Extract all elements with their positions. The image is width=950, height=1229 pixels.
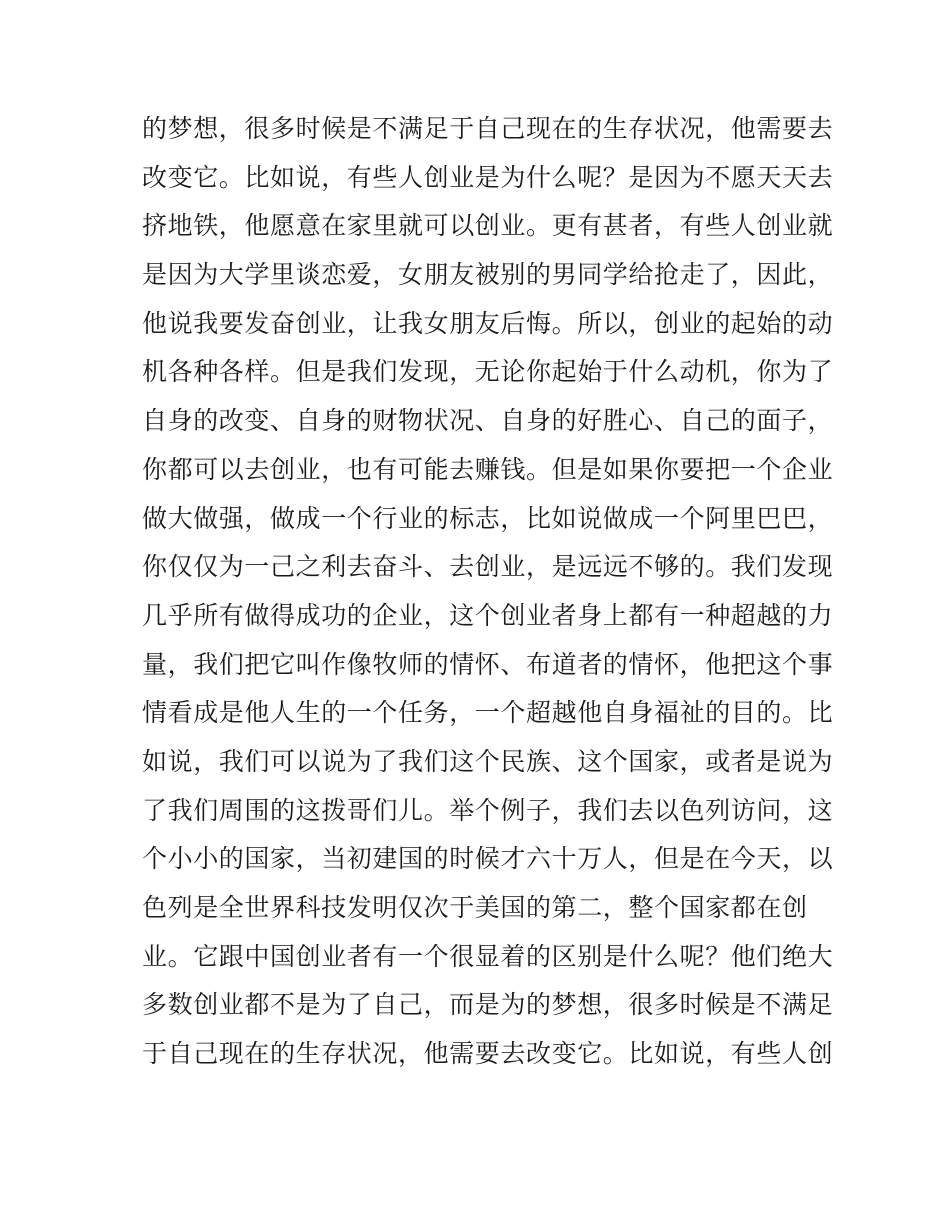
text-line: 于自己现在的生存状况，他需要去改变它。比如说，有些人创: [142, 1039, 834, 1069]
text-line: 你都可以去创业，也有可能去赚钱。但是如果你要把一个企业: [142, 454, 834, 484]
text-line: 挤地铁，他愿意在家里就可以创业。更有甚者，有些人创业就: [142, 211, 834, 241]
text-line: 改变它。比如说，有些人创业是为什么呢？是因为不愿天天去: [142, 162, 834, 192]
text-line: 色列是全世界科技发明仅次于美国的第二，整个国家都在创: [142, 893, 808, 922]
text-line: 多数创业都不是为了自己，而是为的梦想，很多时候是不满足: [142, 990, 834, 1020]
body-text: [142, 105, 834, 1079]
text-line: 做大做强，做成一个行业的标志，比如说做成一个阿里巴巴，: [142, 503, 834, 533]
text-line: 了我们周围的这拨哥们儿。举个例子，我们去以色列访问，这: [142, 795, 834, 825]
text-line: 你仅仅为一己之利去奋斗、去创业，是远远不够的。我们发现: [142, 552, 834, 582]
text-line: 几乎所有做得成功的企业，这个创业者身上都有一种超越的力: [142, 600, 834, 630]
text-line: 如说，我们可以说为了我们这个民族、这个国家，或者是说为: [142, 746, 834, 776]
text-line: 机各种各样。但是我们发现，无论你起始于什么动机，你为了: [142, 357, 834, 387]
text-line: 业。它跟中国创业者有一个很显着的区别是什么呢？他们绝大: [142, 941, 834, 971]
text-line: 个小小的国家，当初建国的时候才六十万人，但是在今天，以: [142, 844, 834, 874]
text-line: 是因为大学里谈恋爱，女朋友被别的男同学给抢走了，因此，: [142, 260, 834, 290]
text-line: 自身的改变、自身的财物状况、自身的好胜心、自己的面子，: [142, 406, 834, 436]
text-line: 情看成是他人生的一个任务，一个超越他自身福祉的目的。比: [142, 698, 834, 728]
text-line: 量，我们把它叫作像牧师的情怀、布道者的情怀，他把这个事: [142, 649, 834, 679]
text-line: 他说我要发奋创业，让我女朋友后悔。所以，创业的起始的动: [142, 308, 834, 338]
text-line: 的梦想，很多时候是不满足于自己现在的生存状况，他需要去: [142, 114, 834, 143]
